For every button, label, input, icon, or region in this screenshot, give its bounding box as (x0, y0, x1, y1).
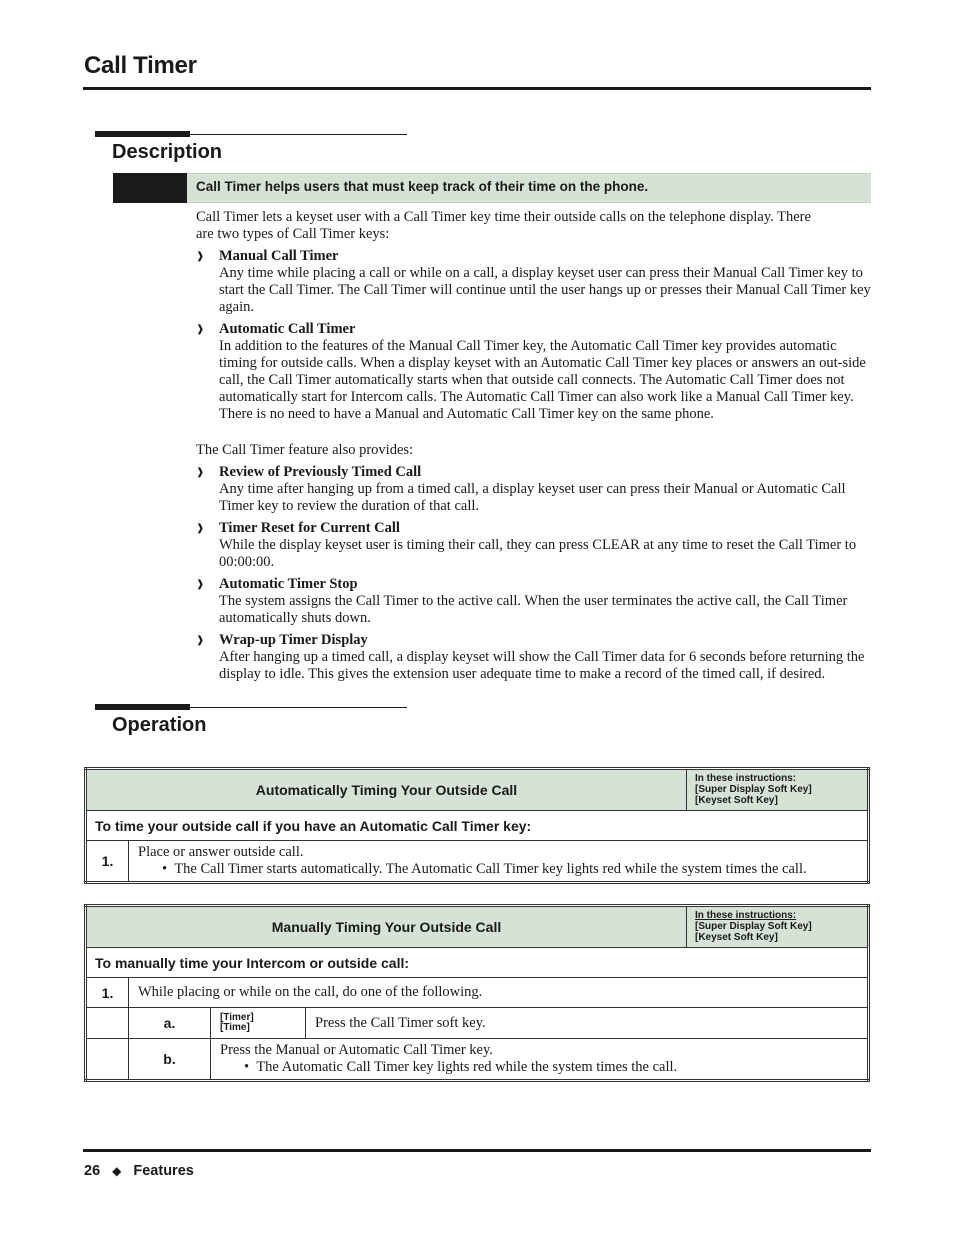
substep-text: Press the Call Timer soft key. (306, 1008, 869, 1039)
intro-line-2: are two types of Call Timer keys: (196, 226, 390, 242)
table-row (86, 1039, 869, 1081)
description-heading: Description (112, 141, 223, 163)
table-subheading-row (86, 948, 869, 978)
substep-instruction: Press the Manual or Automatic Call Timer key. (220, 1042, 493, 1058)
intro-paragraph (196, 209, 872, 243)
list-item-text: After hanging up a timed call, a display keyset will show the Call Timer data for 6 seconds before returning the display to idle. This gives the extension user adequate time to make a record of the timed call, if desired. (219, 649, 865, 682)
list-item (196, 520, 872, 571)
provides-list (196, 464, 872, 688)
table-row (86, 1008, 869, 1039)
list-item-title: Wrap-up Timer Display (219, 632, 368, 648)
list-item-title: Manual Call Timer (219, 248, 339, 264)
list-item (196, 576, 872, 627)
substep-letter: a. (129, 1008, 211, 1039)
empty-cell (86, 1039, 129, 1081)
auto-table-title: Automatically Timing Your Outside Call (86, 769, 687, 811)
manual-timing-table (84, 904, 870, 1082)
arrow-bullet-icon: ❱ (196, 324, 205, 335)
section-rule-thin (95, 134, 407, 135)
diamond-icon: ◆ (112, 1164, 122, 1178)
step-text (129, 841, 869, 883)
footer-section: Features (133, 1163, 194, 1179)
provides-intro: The Call Timer feature also provides: (196, 442, 414, 458)
legend-line-2: [Super Display Soft Key] (695, 784, 812, 795)
substep-text (211, 1039, 869, 1081)
list-item (196, 464, 872, 515)
page-title: Call Timer (84, 52, 197, 79)
list-item-text: While the display keyset user is timing their call, they can press CLEAR at any time to reset the Call Timer to 00:00:00. (219, 537, 857, 570)
list-item-text: The system assigns the Call Timer to the active call. When the user terminates the active call, the Call Timer automatically shuts down. (219, 593, 848, 626)
table-header-row (86, 769, 869, 811)
callout-bar (187, 173, 871, 203)
footer-rule (83, 1149, 871, 1152)
list-item-title: Review of Previously Timed Call (219, 464, 422, 480)
step-number: 1. (86, 978, 129, 1008)
list-item (196, 632, 872, 683)
callout-marker (113, 173, 187, 203)
list-item-text: Any time after hanging up from a timed call, a display keyset user can press their Manual or Automatic Call Timer key to review the duration of that call. (219, 481, 846, 514)
list-item-text: In addition to the features of the Manual Call Timer key, the Automatic Call Timer key provides automatic timing for outside calls. When a display keyset with an Automatic Call Timer key places or answers an out-side call, the Call Timer automatically starts when that outside call connects. The Automatic Call Timer does not automatically start for Intercom calls. The Automatic Call Timer can also work like a Manual Call Timer key. There is no need to have a Manual and Automatic Call Timer key on the same phone. (219, 338, 866, 422)
empty-cell (86, 1008, 129, 1039)
keyset-soft-key: [Time] (220, 1022, 250, 1033)
step-bullet: • The Call Timer starts automatically. The Automatic Call Timer key lights red while the system times the call. (162, 861, 807, 877)
substep-letter: b. (129, 1039, 211, 1081)
arrow-bullet-icon: ❱ (196, 251, 205, 262)
legend-line-2: [Super Display Soft Key] (695, 921, 812, 932)
callout-text: Call Timer helps users that must keep track of their time on the phone. (196, 179, 649, 194)
instructions-legend (687, 906, 869, 948)
arrow-bullet-icon: ❱ (196, 467, 205, 478)
list-item (196, 248, 872, 316)
legend-line-3: [Keyset Soft Key] (695, 932, 778, 943)
auto-table-subheading: To time your outside call if you have an Automatic Call Timer key: (86, 811, 869, 841)
operation-heading: Operation (112, 714, 207, 736)
list-item-title: Automatic Timer Stop (219, 576, 358, 592)
auto-timing-table (84, 767, 870, 884)
soft-key-labels (211, 1008, 306, 1039)
step-text: While placing or while on the call, do one of the following. (129, 978, 869, 1008)
step-instruction: Place or answer outside call. (138, 844, 304, 860)
list-item-text: Any time while placing a call or while on a call, a display keyset user can press their Manual Call Timer key to start the Call Timer. The Call Timer will continue until the user hangs up or presses their Manual Call Timer key again. (219, 265, 871, 315)
super-display-soft-key: [Timer] (220, 1012, 254, 1023)
legend-line-1: In these instructions: (695, 773, 797, 784)
key-types-list (196, 248, 872, 428)
legend-line-3: [Keyset Soft Key] (695, 795, 778, 806)
manual-table-title: Manually Timing Your Outside Call (86, 906, 687, 948)
section-rule-thin (95, 707, 407, 708)
title-rule (83, 87, 871, 90)
footer (84, 1163, 194, 1179)
instructions-legend (687, 769, 869, 811)
step-bullet-text: The Call Timer starts automatically. The Automatic Call Timer key lights red while the system times the call. (174, 861, 807, 877)
page-number: 26 (84, 1163, 101, 1179)
table-subheading-row (86, 811, 869, 841)
list-item-title: Automatic Call Timer (219, 321, 356, 337)
intro-line-1: Call Timer lets a keyset user with a Call Timer key time their outside calls on the telephone display. There (196, 209, 811, 225)
list-item (196, 321, 872, 423)
arrow-bullet-icon: ❱ (196, 635, 205, 646)
step-bullet: • The Automatic Call Timer key lights red while the system times the call. (244, 1059, 678, 1075)
list-item-title: Timer Reset for Current Call (219, 520, 400, 536)
legend-line-1: In these instructions: (695, 910, 797, 921)
table-row (86, 841, 869, 883)
step-number: 1. (86, 841, 129, 883)
manual-table-subheading: To manually time your Intercom or outside call: (86, 948, 869, 978)
arrow-bullet-icon: ❱ (196, 579, 205, 590)
table-header-row (86, 906, 869, 948)
table-row (86, 978, 869, 1008)
arrow-bullet-icon: ❱ (196, 523, 205, 534)
step-bullet-text: The Automatic Call Timer key lights red while the system times the call. (256, 1059, 678, 1075)
